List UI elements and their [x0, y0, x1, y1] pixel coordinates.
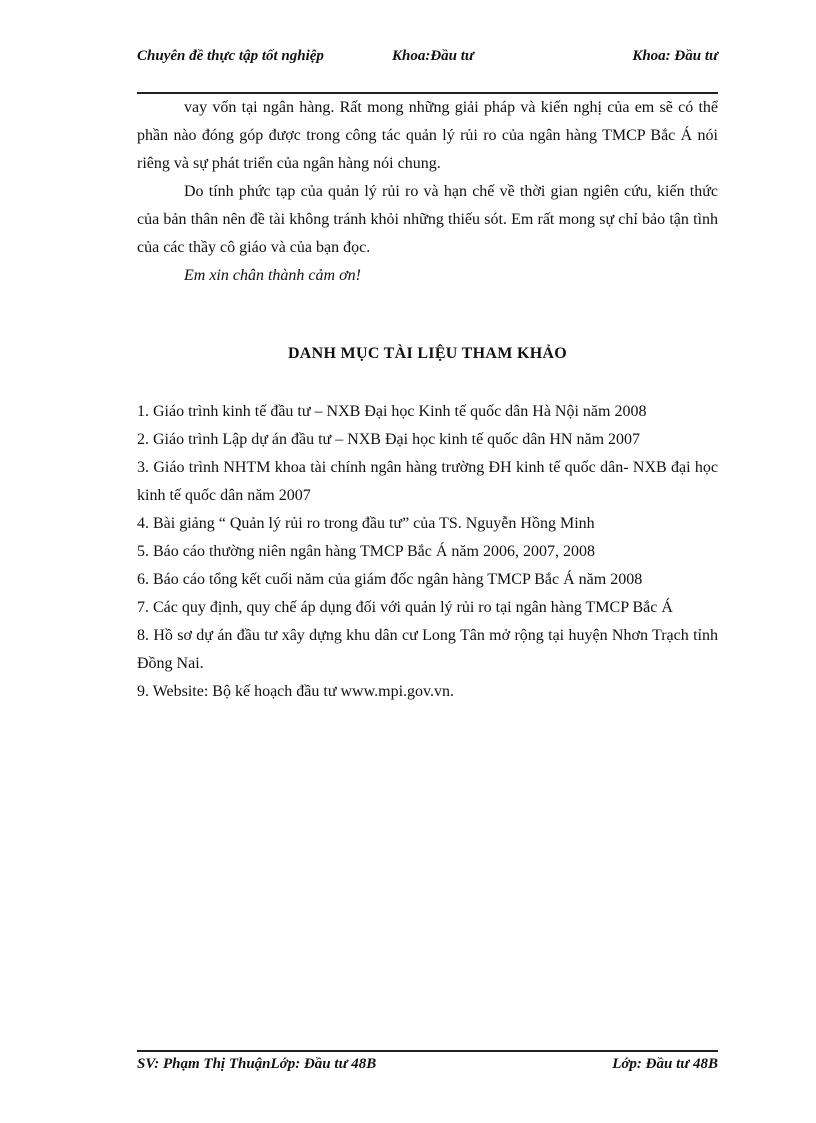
reference-list	[137, 398, 718, 706]
reference-item: 6. Báo cáo tổng kết cuối năm của giám đốc ngân hàng TMCP Bắc Á năm 2008	[137, 571, 643, 588]
page-header	[137, 48, 718, 70]
page-footer	[137, 1056, 718, 1078]
paragraph-2: Do tính phức tạp của quản lý rủi ro và hạn chế về thời gian ngiên cứu, kiến thức của bản thân nên đề tài không tránh khỏi những thiếu sót. Em rất mong sự chỉ bảo tận tình của các thầy cô giáo và của bạn đọc.	[137, 183, 718, 256]
references-heading: DANH MỤC TÀI LIỆU THAM KHẢO	[287, 345, 568, 362]
footer-divider	[137, 1050, 718, 1052]
header-faculty-middle: Khoa:Đầu tư	[392, 48, 474, 64]
reference-item: 4. Bài giảng “ Quản lý rủi ro trong đầu tư” của TS. Nguyễn Hồng Minh	[137, 515, 595, 532]
reference-item: 7. Các quy định, quy chế áp dụng đối với quản lý rủi ro tại ngân hàng TMCP Bắc Á	[137, 599, 673, 616]
reference-item: 8. Hồ sơ dự án đầu tư xây dựng khu dân cư Long Tân mở rộng tại huyện Nhơn Trạch tỉnh Đồng Nai.	[137, 627, 718, 672]
paragraph-1: vay vốn tại ngân hàng. Rất mong những giải pháp và kiến nghị của em sẽ có thể phần nào đóng góp được trong công tác quản lý rủi ro của ngân hàng TMCP Bắc Á nói riêng và sự phát triển của ngân hàng nói chung.	[137, 99, 718, 172]
header-faculty-right: Khoa: Đầu tư	[632, 48, 718, 64]
reference-item: 2. Giáo trình Lập dự án đầu tư – NXB Đại học kinh tế quốc dân HN năm 2007	[137, 431, 641, 448]
footer-student: SV: Phạm Thị ThuậnLớp: Đầu tư 48B	[137, 1056, 377, 1072]
closing-thanks: Em xin chân thành cảm ơn!	[184, 267, 361, 284]
reference-item: 9. Website: Bộ kế hoạch đầu tư www.mpi.gov.vn.	[137, 683, 454, 700]
footer-class: Lớp: Đầu tư 48B	[612, 1056, 718, 1072]
reference-item: 3. Giáo trình NHTM khoa tài chính ngân hàng trường ĐH kinh tế quốc dân- NXB đại học kinh tế quốc dân năm 2007	[137, 459, 718, 504]
reference-item: 1. Giáo trình kinh tế đầu tư – NXB Đại học Kinh tế quốc dân Hà Nội năm 2008	[137, 403, 647, 420]
conclusion-text	[137, 94, 718, 290]
reference-item: 5. Báo cáo thường niên ngân hàng TMCP Bắc Á năm 2006, 2007, 2008	[137, 543, 595, 560]
header-document-title: Chuyên đề thực tập tốt nghiệp	[137, 48, 324, 64]
